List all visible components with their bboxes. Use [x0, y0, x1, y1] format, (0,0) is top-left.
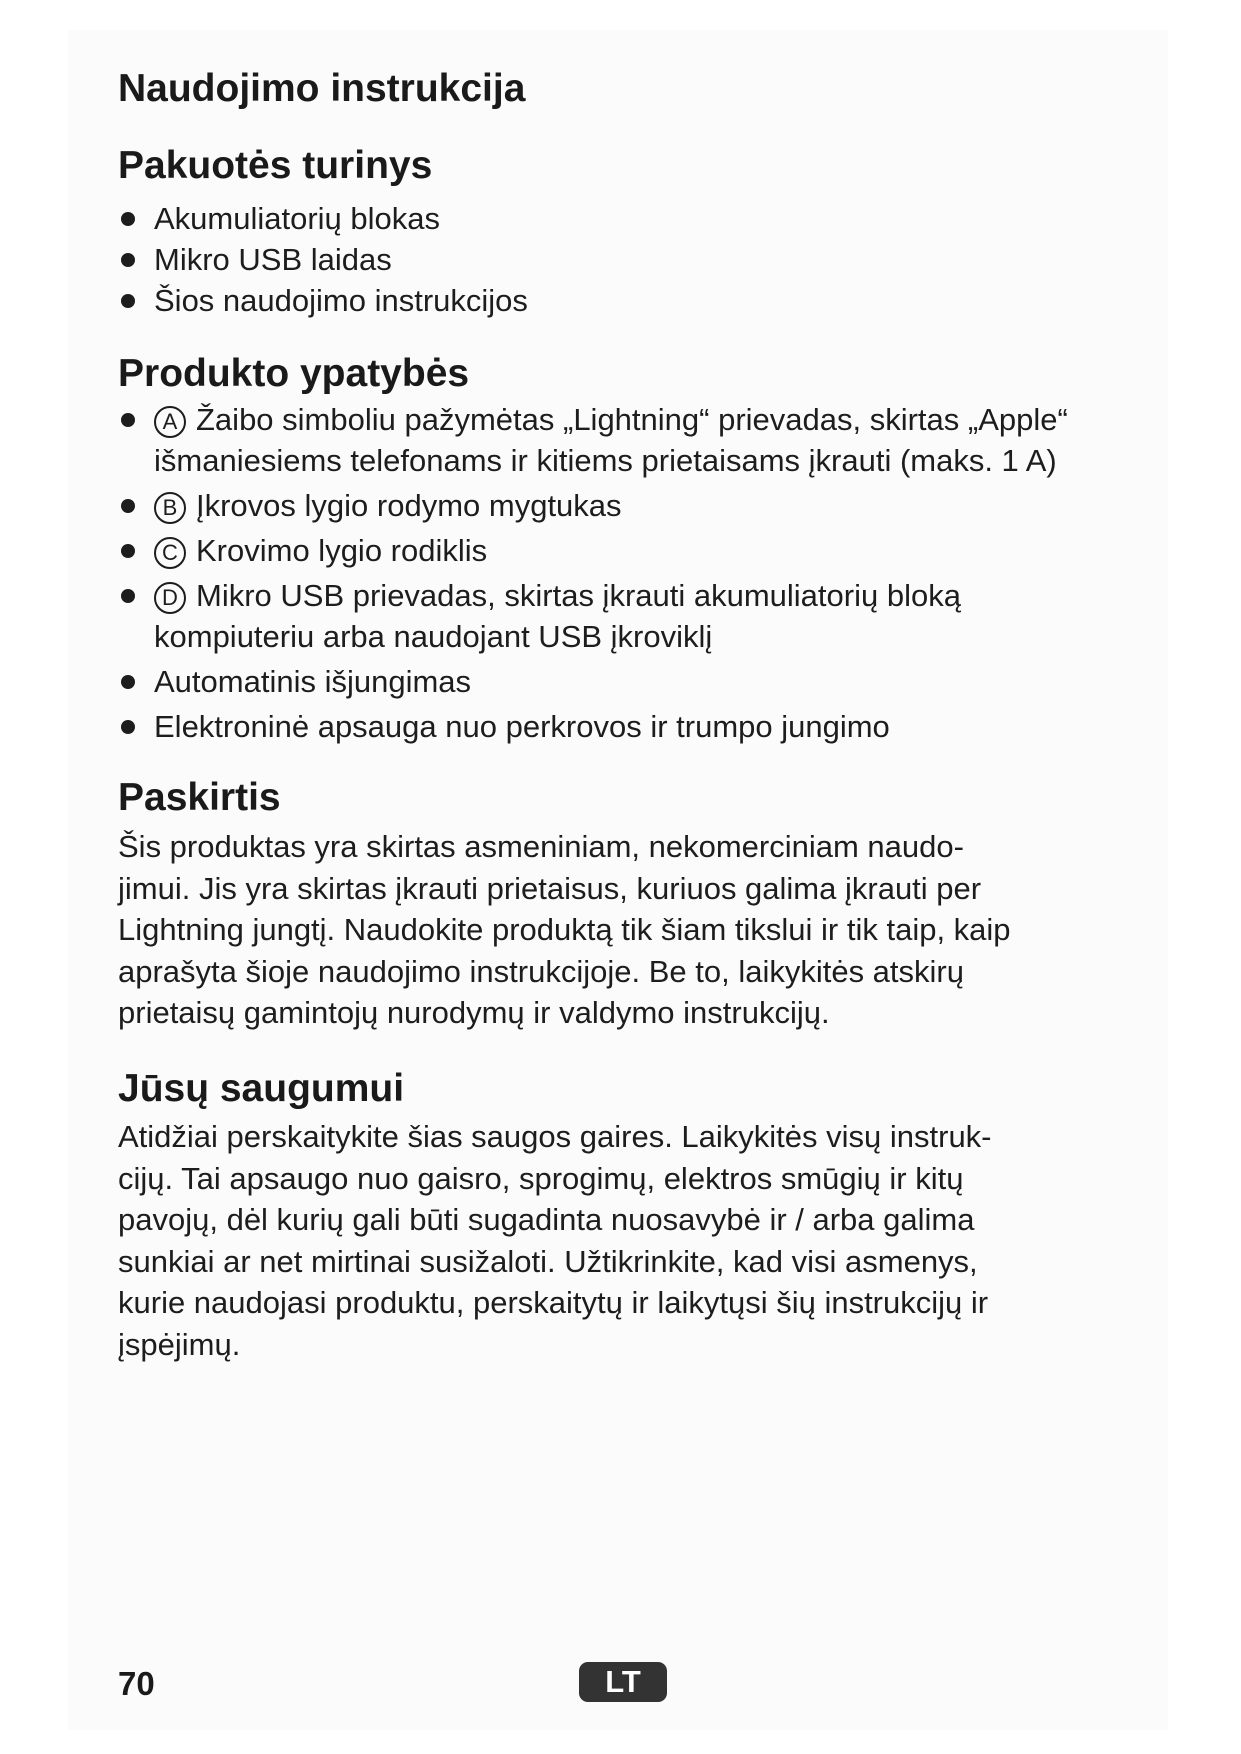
list-item: Elektroninė apsauga nuo perkrovos ir trumpo jungimo [118, 706, 1118, 747]
list-item: Automatinis išjungimas [118, 661, 1118, 702]
list-item: D Mikro USB prievadas, skirtas įkrauti akumuliatorių bloką kompiuteriu arba naudojant USB įkroviklį [118, 575, 1118, 657]
circled-letter-d-icon: D [154, 582, 186, 614]
bullet-icon [121, 589, 135, 603]
circled-letter-a-icon: A [154, 406, 186, 438]
bullet-icon [121, 212, 135, 226]
circled-letter-b-icon: B [154, 492, 186, 524]
paragraph-line: pavojų, dėl kurių gali būti sugadinta nuosavybė ir / arba galima [118, 1202, 975, 1238]
paragraph-line: Lightning jungtį. Naudokite produktą tik šiam tikslui ir tik taip, kaip [118, 912, 1011, 948]
paragraph-line: Šis produktas yra skirtas asmeniniam, nekomerciniam naudo- [118, 829, 964, 865]
bullet-icon [121, 253, 135, 267]
bullet-icon [121, 544, 135, 558]
purpose-heading: Paskirtis [118, 776, 281, 820]
list-item: A Žaibo simboliu pažymėtas „Lightning“ prievadas, skirtas „Apple“ išmaniesiems telefonams ir kitiems prietaisams įkrauti (maks. 1 A) [118, 399, 1118, 481]
paragraph-line: kurie naudojasi produktu, perskaitytų ir laikytųsi šių instrukcijų ir [118, 1285, 989, 1321]
language-badge: LT [579, 1662, 667, 1702]
paragraph-line: sunkiai ar net mirtinai susižaloti. Užtikrinkite, kad visi asmenys, [118, 1243, 978, 1279]
list-item: B Įkrovos lygio rodymo mygtukas [118, 485, 1118, 526]
list-item: Mikro USB laidas [118, 239, 1118, 280]
features-list [118, 399, 1118, 747]
bullet-icon [121, 294, 135, 308]
safety-heading: Jūsų saugumui [118, 1066, 405, 1110]
package-heading: Pakuotės turinys [118, 143, 433, 187]
features-heading: Produkto ypatybės [118, 351, 470, 395]
list-item: C Krovimo lygio rodiklis [118, 530, 1118, 571]
bullet-icon [121, 720, 135, 734]
safety-paragraph [118, 1116, 1118, 1365]
paragraph-line: prietaisų gamintojų nurodymų ir valdymo instrukcijų. [118, 995, 830, 1031]
circled-letter-c-icon: C [154, 537, 186, 569]
document-title: Naudojimo instrukcija [118, 67, 526, 110]
paragraph-line: jimui. Jis yra skirtas įkrauti prietaisus, kuriuos galima įkrauti per [118, 870, 982, 906]
document-content [118, 66, 1118, 1365]
bullet-icon [121, 675, 135, 689]
purpose-paragraph [118, 826, 1118, 1034]
paragraph-line: Atidžiai perskaitykite šias saugos gaires. Laikykitės visų instruk- [118, 1119, 992, 1155]
page-number: 70 [118, 1665, 155, 1702]
paragraph-line: įspėjimų. [118, 1326, 241, 1362]
paragraph-line: aprašyta šioje naudojimo instrukcijoje. Be to, laikykitės atskirų [118, 953, 964, 989]
paragraph-line: cijų. Tai apsaugo nuo gaisro, sprogimų, elektros smūgių ir kitų [118, 1160, 964, 1196]
bullet-icon [121, 413, 135, 427]
list-item: Šios naudojimo instrukcijos [118, 280, 1118, 321]
list-item: Akumuliatorių blokas [118, 198, 1118, 239]
bullet-icon [121, 499, 135, 513]
package-list [118, 198, 1118, 321]
